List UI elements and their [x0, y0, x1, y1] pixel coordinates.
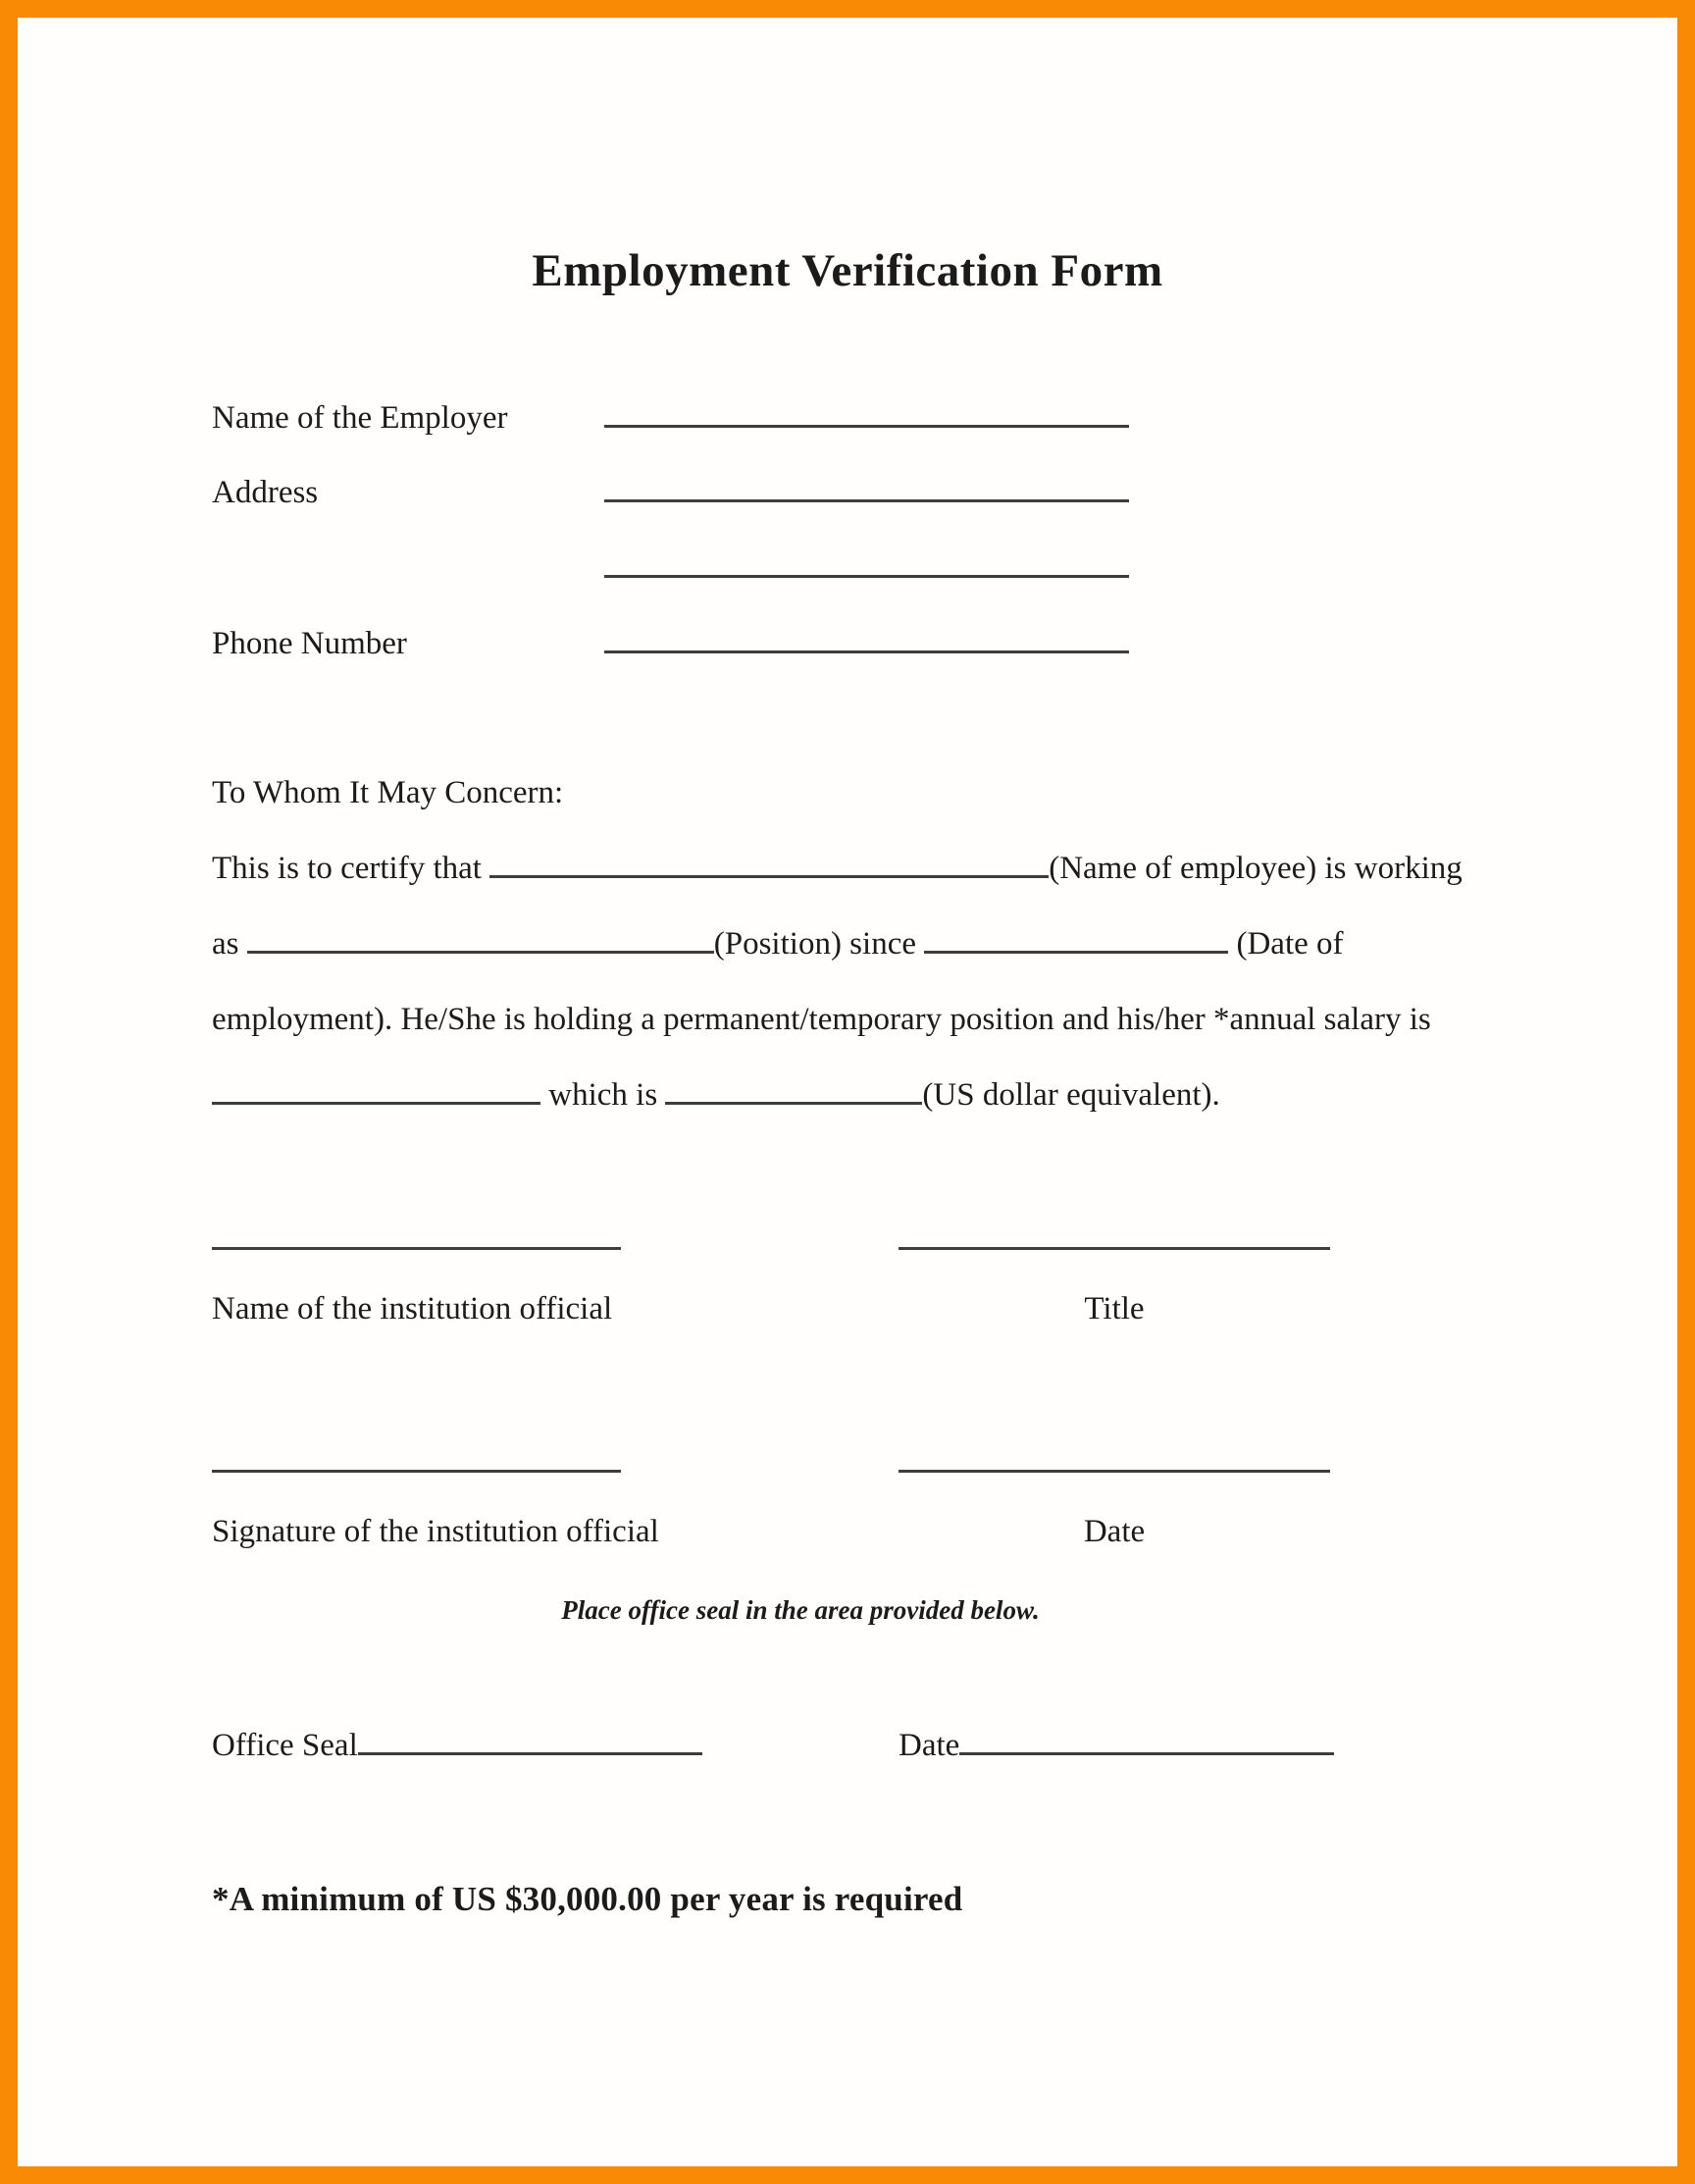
usd-amount-blank-line	[665, 1068, 922, 1105]
employer-address-blank-line-2	[604, 542, 1129, 578]
seal-date-row	[899, 1719, 1334, 1764]
official-signature-line	[212, 1470, 621, 1473]
employment-date-blank-line	[924, 917, 1228, 954]
certify-line: This is to certify that (Name of employee) is working	[212, 831, 1507, 907]
official-title-label: Title	[1084, 1291, 1145, 1326]
official-name-signature-line	[212, 1247, 621, 1250]
employer-address-row	[212, 466, 1129, 511]
official-name-label: Name of the institution official	[212, 1291, 613, 1326]
page-title: Employment Verification Form	[532, 245, 1163, 297]
signature-date-label: Date	[1083, 1514, 1146, 1549]
official-name-signature-area	[212, 1247, 621, 1327]
office-seal-instruction: Place office seal in the area provided below.	[561, 1595, 1040, 1625]
official-signature-area	[212, 1470, 659, 1550]
official-signature-label: Signature of the institution official	[212, 1514, 659, 1549]
official-title-area	[899, 1247, 1330, 1327]
employer-phone-blank-line	[604, 617, 1129, 653]
employer-address-blank-line-1	[604, 466, 1129, 502]
employer-phone-label: Phone Number	[212, 626, 407, 661]
employer-name-row	[212, 391, 1129, 437]
employer-name-blank-line	[604, 391, 1129, 428]
seal-date-label: Date	[899, 1728, 960, 1763]
official-title-line	[899, 1247, 1330, 1250]
salary-amount-line: which is (US dollar equivalent).	[212, 1058, 1507, 1133]
seal-date-blank-line	[959, 1719, 1334, 1755]
office-seal-label: Office Seal	[212, 1728, 358, 1763]
salutation: To Whom It May Concern:	[212, 775, 564, 810]
minimum-salary-footnote: *A minimum of US $30,000.00 per year is required	[212, 1880, 963, 1918]
position-blank-line	[247, 917, 714, 954]
office-seal-blank-line	[358, 1719, 702, 1755]
signature-date-area	[899, 1470, 1330, 1550]
employer-address-row-2	[212, 542, 1129, 578]
salary-blank-line	[212, 1068, 540, 1105]
employer-name-label: Name of the Employer	[212, 400, 508, 436]
letter-body	[212, 755, 1507, 1133]
office-seal-row	[212, 1719, 702, 1764]
employment-salary-line: employment). He/She is holding a permanent/temporary position and his/her *annual salary is	[212, 1002, 1431, 1037]
signature-date-line	[899, 1470, 1330, 1473]
employer-phone-row	[212, 617, 1129, 662]
employee-name-blank-line	[489, 842, 1049, 878]
employer-address-label: Address	[212, 475, 319, 510]
position-date-line: as (Position) since (Date of	[212, 907, 1507, 982]
